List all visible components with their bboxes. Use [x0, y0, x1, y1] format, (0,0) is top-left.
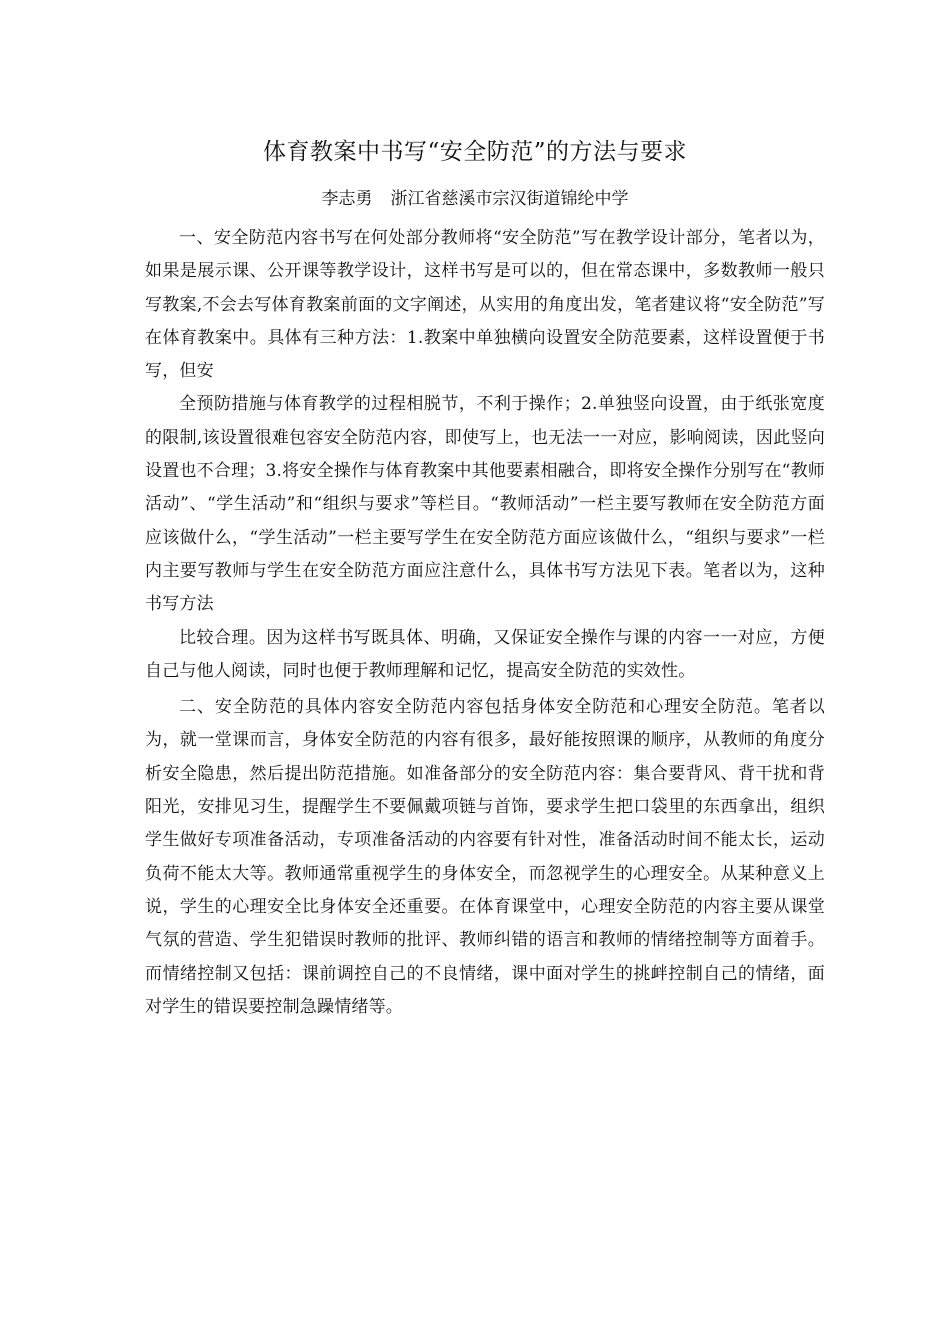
author-line: [0, 186, 950, 212]
body-paragraph-3: 比较合理。因为这样书写既具体、明确，又保证安全操作与课的内容一一对应，方便自己与他人阅读，同时也便于教师理解和记忆，提高安全防范的实效性。: [145, 627, 825, 681]
document-title: 体育教案中书写“安全防范”的方法与要求: [262, 139, 688, 165]
document-body: [145, 222, 825, 1024]
body-paragraph-4: 二、安全防范的具体内容安全防范内容包括身体安全防范和心理安全防范。笔者以为，就一堂课而言，身体安全防范的内容有很多，最好能按照课的顺序，从教师的角度分析安全隐患，然后提出防范措施。如准备部分的安全防范内容：集合要背风、背干扰和背阳光，安排见习生，提醒学生不要佩戴项链与首饰，要求学生把口袋里的东西拿出，组织学生做好专项准备活动，专项准备活动的内容要有针对性，准备活动时间不能太长，运动负荷不能太大等。教师通常重视学生的身体安全，而忽视学生的心理安全。从某种意义上说，学生的心理安全比身体安全还重要。在体育课堂中，心理安全防范的内容主要从课堂气氛的营造、学生犯错误时教师的批评、教师纠错的语言和教师的情绪控制等方面着手。而情绪控制又包括：课前调控自己的不良情绪，课中面对学生的挑衅控制自己的情绪，面对学生的错误要控制急躁情绪等。: [145, 697, 825, 1017]
author-affiliation: 浙江省慈溪市宗汉街道锦纶中学: [390, 189, 629, 209]
body-paragraph-1: 一、安全防范内容书写在何处部分教师将“安全防范”写在教学设计部分，笔者以为，如果是展示课、公开课等教学设计，这样书写是可以的，但在常态课中，多数教师一般只写教案,不会去写体育教案前面的文字阐述，从实用的角度出发，笔者建议将“安全防范”写在体育教案中。具体有三种方法：1.教案中单独横向设置安全防范要素，这样设置便于书写，但安: [145, 228, 825, 382]
body-paragraph-2: 全预防措施与体育教学的过程相脱节，不利于操作；2.单独竖向设置，由于纸张宽度的限制,该设置很难包容安全防范内容，即使写上，也无法一一对应，影响阅读，因此竖向设置也不合理；3.将安全操作与体育教案中其他要素相融合，即将安全操作分别写在“教师活动”、“学生活动”和“组织与要求”等栏目。“教师活动”一栏主要写教师在安全防范方面应该做什么，“学生活动”一栏主要写学生在安全防范方面应该做什么，“组织与要求”一栏内主要写教师与学生在安全防范方面应注意什么，具体书写方法见下表。笔者以为，这种书写方法: [145, 394, 825, 615]
author-name: 李志勇: [321, 189, 373, 209]
